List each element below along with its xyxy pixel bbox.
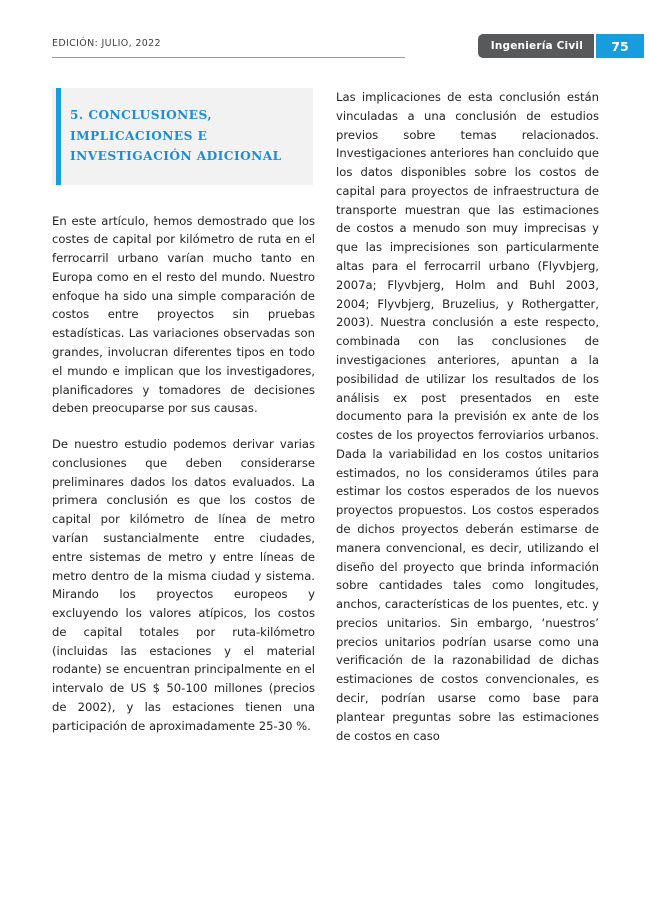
page-header xyxy=(52,36,629,62)
section-accent-bar xyxy=(56,88,61,185)
paragraph: En este artículo, hemos demostrado que los costes de capital por kilómetro de ruta en el ferrocarril urbano varían mucho tanto en Europa como en el resto del mundo. Nuestro enfoque ha sido una simple comparación de costos entre proyectos sin pruebas estadísticas. Las variaciones observadas son grandes, involucran diferentes tipos en todo el mundo e implican que los investigadores, planificadores y tomadores de decisiones deben preocuparse por sus causas. xyxy=(52,213,315,416)
page-number-badge: 75 xyxy=(596,34,644,58)
header-divider xyxy=(52,57,405,58)
section-heading: 5. CONCLUSIONES, IMPLICACIONES E INVESTIGACIÓN ADICIONAL xyxy=(70,108,282,163)
left-column xyxy=(52,88,315,736)
section-title-box xyxy=(52,88,313,185)
journal-name-badge: Ingeniería Civil xyxy=(478,34,594,58)
edition-label: EDICIÓN: JULIO, 2022 xyxy=(52,38,161,49)
header-badge-group xyxy=(478,34,644,58)
right-column xyxy=(336,88,599,745)
paragraph: Las implicaciones de esta conclusión están vinculadas a una conclusión de estudios previos sobre temas relacionados. Investigaciones anteriores han concluido que los datos disponibles sobre los costos de capital para proyectos de infraestructura de transporte muestran que las estimaciones de costos a menudo son muy imprecisas y que las imprecisiones son particularmente altas para el ferrocarril urbano (Flyvbjerg, 2007a; Flyvbjerg, Holm and Buhl 2003, 2004; Flyvbjerg, Bruzelius, y Rothergatter, 2003). Nuestra conclusión a este respecto, combinada con las conclusiones de investigaciones anteriores, apuntan a la posibilidad de utilizar los resultados de los análisis ex post presentados en este documento para la previsión ex ante de los costes de los proyectos ferroviarios urbanos. Dada la variabilidad en los costos unitarios estimados, no los consideramos útiles para estimar los costos esperados de los nuevos proyectos propuestos. Los costos esperados de dichos proyectos deberán estimarse de manera convencional, es decir, utilizando el diseño del proyecto que brinda información sobre cantidades tales como longitudes, anchos, características de los puentes, etc. y precios unitarios. Sin embargo, ‘nuestros’ precios unitarios podrían usarse como una verificación de la razonabilidad de dichas estimaciones de costos convencionales, es decir, podrían usarse como base para plantear preguntas sobre las estimaciones de costos en caso xyxy=(336,90,599,743)
paragraph: De nuestro estudio podemos derivar varias conclusiones que deben considerarse preliminares dados los datos evaluados. La primera conclusión es que los costos de capital por kilómetro de línea de metro varían sustancialmente entre ciudades, entre sistemas de metro y entre líneas de metro dentro de la misma ciudad y sistema. Mirando los proyectos europeos y excluyendo los valores atípicos, los costos de capital totales por ruta-kilómetro (incluidas las estaciones y el material rodante) se encuentran principalmente en el intervalo de US $ 50-100 millones (precios de 2002), y las estaciones tienen una participación de aproximadamente 25-30 %. xyxy=(52,437,315,733)
